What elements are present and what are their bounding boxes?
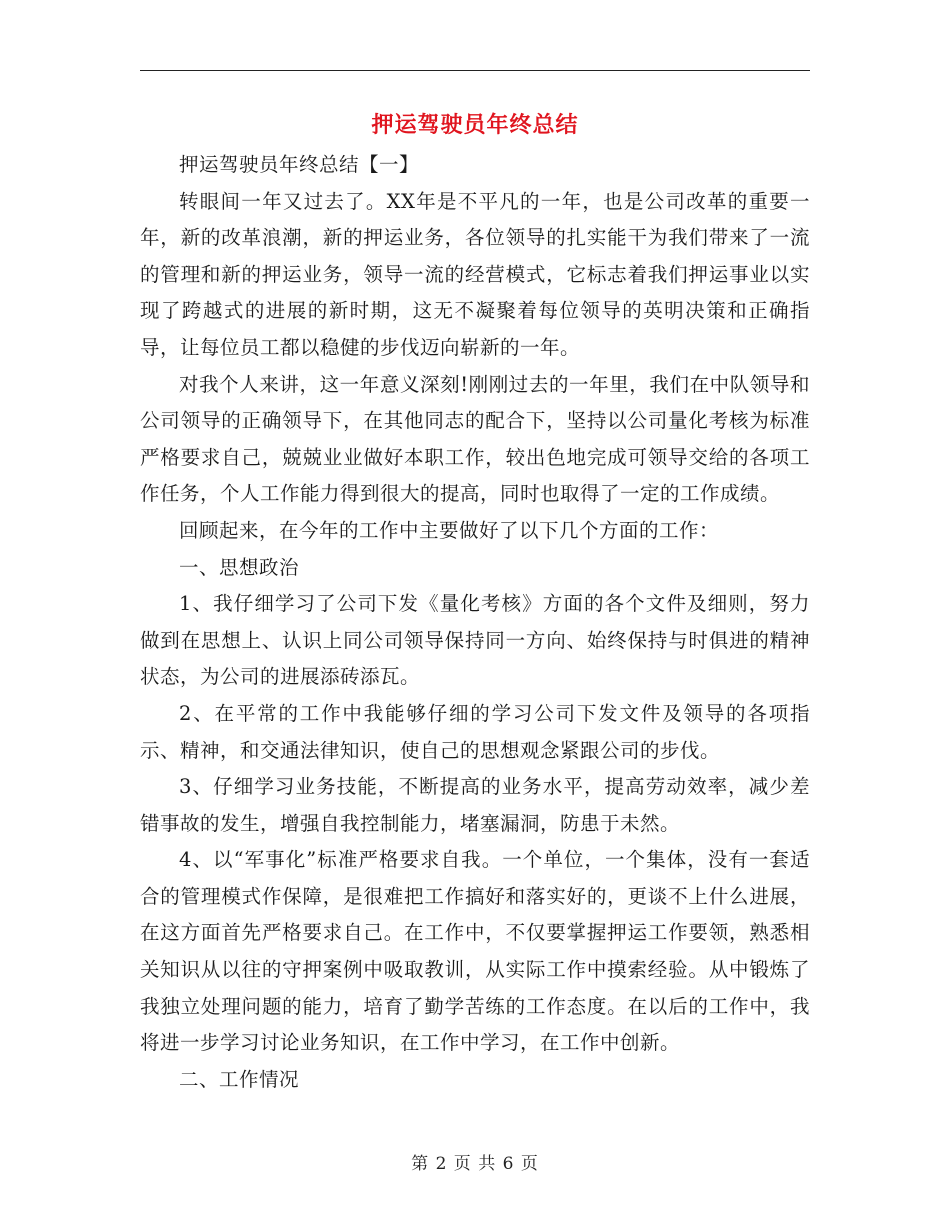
section-heading: 押运驾驶员年终总结【一】 [179,153,420,176]
header-rule [140,70,810,71]
body-paragraph: 1、我仔细学习了公司下发《量化考核》方面的各个文件及细则，努力做到在思想上、认识上同公司领导保持同一方向、始终保持与时俱进的精神状态，为公司的进展添砖添瓦。 [140,592,810,689]
page-footer [140,1152,810,1176]
body-paragraph: 回顾起来，在今年的工作中主要做好了以下几个方面的工作： [179,518,720,542]
body-paragraph: 对我个人来讲，这一年意义深刻!刚刚过去的一年里，我们在中队领导和公司领导的正确领导下，在其他同志的配合下，坚持以公司量化考核为标准严格要求自己，兢兢业业做好本职工作，较出色地完成可领导交给的各项工作任务，个人工作能力得到很大的提高，同时也取得了一定的工作成绩。 [140,372,810,506]
document-title: 押运驾驶员年终总结 [371,112,579,138]
body-paragraph: 4、以“军事化”标准严格要求自我。一个单位，一个集体，没有一套适合的管理模式作保障，是很难把工作搞好和落实好的，更谈不上什么进展，在这方面首先严格要求自己。在工作中，不仅要掌握押运工作要领，熟悉相关知识从以往的守押案例中吸取教训，从实际工作中摸索经验。从中锻炼了我独立处理问题的能力，培育了勤学苦练的工作态度。在以后的工作中，我将进一步学习讨论业务知识，在工作中学习，在工作中创新。 [140,848,810,1055]
body-paragraph: 转眼间一年又过去了。XX年是不平凡的一年，也是公司改革的重要一年，新的改革浪潮，新的押运业务，各位领导的扎实能干为我们带来了一流的管理和新的押运业务，领导一流的经营模式，它标志着我们押运事业以实现了跨越式的进展的新时期，这无不凝聚着每位领导的英明决策和正确指导，让每位员工都以稳健的步伐迈向崭新的一年。 [140,189,810,359]
body-paragraph: 3、仔细学习业务技能，不断提高的业务水平，提高劳动效率，减少差错事故的发生，增强自我控制能力，堵塞漏洞，防患于未然。 [140,775,810,835]
document-body [140,147,810,1098]
body-paragraph: 2、在平常的工作中我能够仔细的学习公司下发文件及领导的各项指示、精神，和交通法律知识，使自己的思想观念紧跟公司的步伐。 [140,701,810,762]
subsection-heading: 一、思想政治 [179,555,300,579]
page-number-label: 第 2 页 共 6 页 [411,1154,539,1174]
subsection-heading: 二、工作情况 [179,1067,300,1091]
